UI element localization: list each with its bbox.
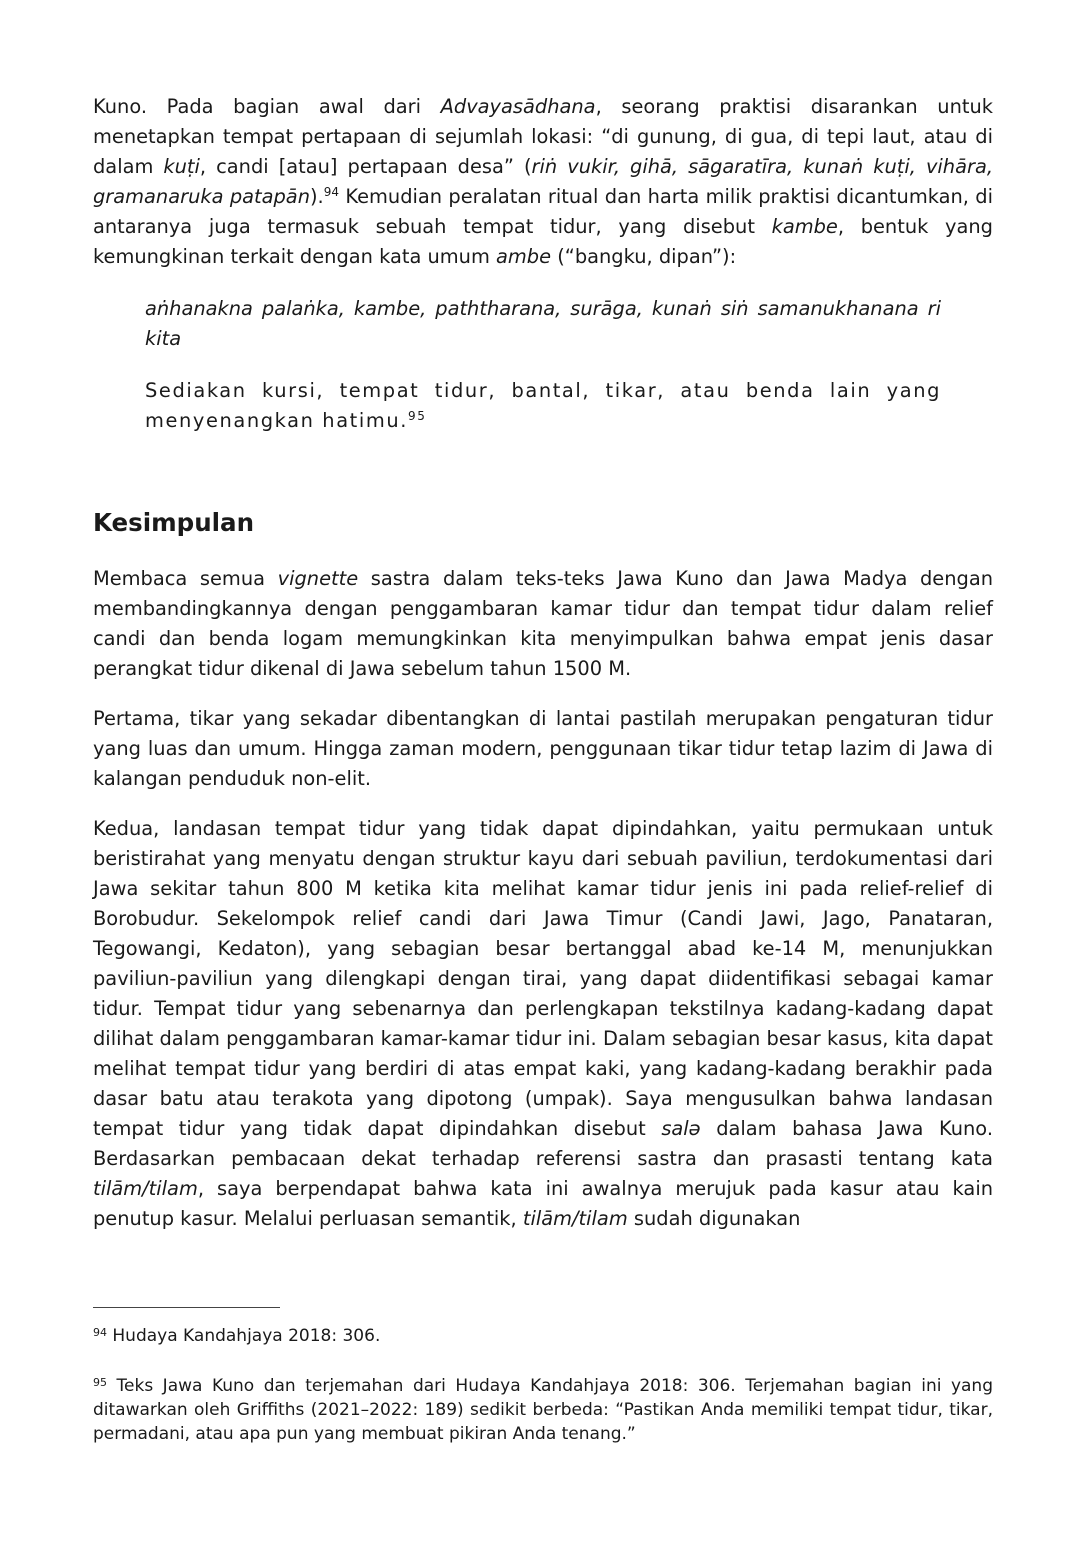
text-run: , saya berpendapat bahwa kata ini awalnya merujuk pada kasur atau kain penutup kasur. Melalui perluasan semantik, bbox=[93, 1177, 993, 1230]
term-tilam: tilām/tilam bbox=[93, 1177, 198, 1200]
page-content bbox=[93, 92, 993, 1234]
footnote-number: 95 bbox=[93, 1376, 107, 1389]
text-run: Membaca semua bbox=[93, 567, 278, 590]
text-run: dalam bahasa Jawa Kuno. Berdasarkan pembacaan dekat terhadap referensi sastra dan prasasti tentang kata bbox=[93, 1117, 993, 1170]
footnote-divider bbox=[93, 1307, 280, 1308]
text-run: ). bbox=[309, 185, 324, 208]
work-title: Advayasādhana bbox=[440, 95, 596, 118]
text-run: sudah digunakan bbox=[627, 1207, 801, 1230]
footnote-ref-95[interactable]: 95 bbox=[408, 409, 427, 423]
footnote-95 bbox=[93, 1374, 993, 1446]
term-vignette: vignette bbox=[277, 567, 359, 590]
translation-text: Sediakan kursi, tempat tidur, bantal, tikar, atau benda lain yang menyenangkan hatimu. bbox=[145, 379, 941, 432]
text-run: , candi [atau] pertapaan desa” ( bbox=[199, 155, 532, 178]
footnote-text: Teks Jawa Kuno dan terjemahan dari Hudaya Kandahjaya 2018: 306. Terjemahan bagian ini yang ditawarkan oleh Griffiths (2021–2022: 189) sedikit berbeda: “Pastikan Anda memiliki tempat tidur, tikar, permadani, atau apa pun yang membuat pikiran Anda tenang.” bbox=[93, 1376, 993, 1444]
old-javanese-phrase: riṅ vukir, gihā, sāgaratīra, kunaṅ kuṭi, vihāra, gramanaruka patapān bbox=[93, 155, 993, 208]
footnote-text: Hudaya Kandahjaya 2018: 306. bbox=[107, 1326, 381, 1346]
section-heading: Kesimpulan bbox=[93, 508, 255, 537]
footnote-number: 94 bbox=[93, 1326, 107, 1339]
intro-paragraph bbox=[93, 92, 993, 272]
term-ambe: ambe bbox=[496, 245, 552, 268]
paragraph-3 bbox=[93, 814, 993, 1234]
block-quote-original: aṅhanakna palaṅka, kambe, paththarana, surāga, kunaṅ siṅ samanukhanana ri kita bbox=[145, 297, 941, 350]
text-run: Kemudian peralatan ritual dan harta milik praktisi dicantumkan, di antaranya juga termasuk sebuah tempat tidur, yang disebut bbox=[93, 185, 993, 238]
footnote-ref-94[interactable]: 94 bbox=[323, 185, 339, 199]
footnote-94 bbox=[93, 1324, 993, 1348]
text-run: Kuno. Pada bagian awal dari bbox=[93, 95, 441, 118]
term-sale: salə bbox=[661, 1117, 701, 1140]
text-run: , bentuk yang kemungkinan terkait dengan kata umum bbox=[93, 215, 993, 268]
block-quote-translation bbox=[145, 376, 941, 436]
term-kambe: kambe bbox=[771, 215, 838, 238]
paragraph-1 bbox=[93, 564, 993, 684]
term-tilam: tilām/tilam bbox=[522, 1207, 628, 1230]
text-run: (“bangku, dipan”): bbox=[551, 245, 737, 268]
text-run: , seorang praktisi disarankan untuk menetapkan tempat pertapaan di sejumlah lokasi: “di gunung, di gua, di tepi laut, atau di dalam bbox=[93, 95, 993, 178]
text-run: sastra dalam teks-teks Jawa Kuno dan Jawa Madya dengan membandingkannya dengan penggambaran kamar tidur dan tempat tidur dalam relief candi dan benda logam memungkinkan kita menyimpulkan bahwa empat jenis dasar perangkat tidur dikenal di Jawa sebelum tahun 1500 M. bbox=[93, 567, 993, 680]
term-kuti: kuṭi bbox=[163, 155, 200, 178]
text-run: Kedua, landasan tempat tidur yang tidak dapat dipindahkan, yaitu permukaan untuk beristirahat yang menyatu dengan struktur kayu dari sebuah paviliun, terdokumentasi dari Jawa sekitar tahun 800 M ketika kita melihat kamar tidur jenis ini pada relief-relief di Borobudur. Sekelompok relief candi dari Jawa Timur (Candi Jawi, Jago, Panataran, Tegowangi, Kedaton), yang sebagian besar bertanggal abad ke-14 M, menunjukkan paviliun-paviliun yang dilengkapi dengan tirai, yang dapat diidentifikasi sebagai kamar tidur. Tempat tidur yang sebenarnya dan perlengkapan tekstilnya kadang-kadang dapat dilihat dalam penggambaran kamar-kamar tidur ini. Dalam sebagian besar kasus, kita dapat melihat tempat tidur yang berdiri di atas empat kaki, yang kadang-kadang berakhir pada dasar batu atau terakota yang dipotong (umpak). Saya mengusulkan bahwa landasan tempat tidur yang tidak dapat dipindahkan disebut bbox=[93, 817, 993, 1140]
paragraph-2: Pertama, tikar yang sekadar dibentangkan di lantai pastilah merupakan pengaturan tidur yang luas dan umum. Hingga zaman modern, penggunaan tikar tidur tetap lazim di Jawa di kalangan penduduk non-elit. bbox=[93, 707, 993, 790]
